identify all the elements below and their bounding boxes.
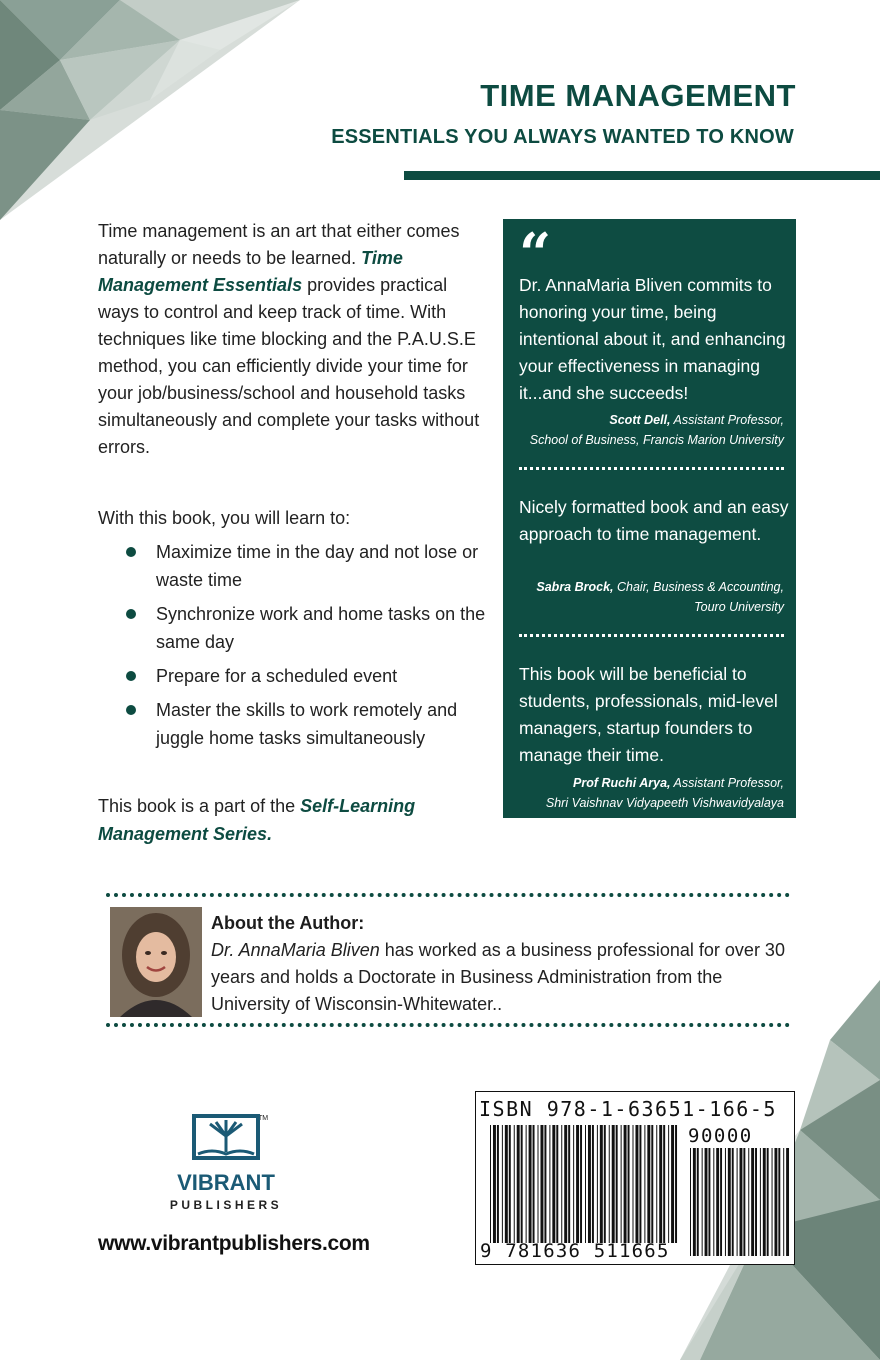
barcode-bar bbox=[708, 1148, 710, 1256]
barcode-bar bbox=[538, 1125, 539, 1243]
barcode-bar bbox=[668, 1125, 669, 1243]
isbn-number: ISBN 978-1-63651-166-5 bbox=[479, 1097, 777, 1121]
barcode-bar bbox=[490, 1125, 491, 1243]
bullet-icon bbox=[126, 609, 136, 619]
testimonial-1-attribution bbox=[514, 410, 784, 450]
bullet-icon bbox=[126, 671, 136, 681]
list-item bbox=[98, 696, 498, 752]
author-photo bbox=[110, 907, 202, 1017]
barcode-bar bbox=[651, 1125, 653, 1243]
bullet-icon bbox=[126, 705, 136, 715]
barcode-bar bbox=[604, 1125, 606, 1243]
learn-heading: With this book, you will learn to: bbox=[98, 508, 351, 528]
barcode-bar bbox=[556, 1125, 558, 1243]
testimonial-1-org: School of Business, Francis Marion University bbox=[529, 433, 784, 447]
testimonial-1-text: Dr. AnnaMaria Bliven commits to honoring your time, being intentional about it, and enhancing your effectiveness in managing it...and she succeeds! bbox=[519, 275, 786, 403]
series-note bbox=[98, 792, 478, 848]
barcode-bar bbox=[763, 1148, 766, 1256]
barcode-bar bbox=[740, 1148, 743, 1256]
series-prefix: This book is a part of the bbox=[98, 796, 301, 816]
barcode-bar bbox=[705, 1148, 708, 1256]
barcode-bar bbox=[597, 1125, 598, 1243]
barcode-bar bbox=[529, 1125, 532, 1243]
barcode-bar bbox=[633, 1125, 634, 1243]
barcode-bar bbox=[502, 1125, 503, 1243]
testimonial-divider bbox=[519, 634, 784, 637]
barcode-bar bbox=[774, 1148, 777, 1256]
book-subtitle: ESSENTIALS YOU ALWAYS WANTED TO KNOW bbox=[331, 126, 794, 148]
barcode-bar bbox=[588, 1125, 591, 1243]
barcode-ean-bars bbox=[490, 1125, 680, 1243]
barcode-bar bbox=[612, 1125, 615, 1243]
author-name: Dr. AnnaMaria Bliven bbox=[211, 940, 380, 960]
barcode-bar bbox=[644, 1125, 645, 1243]
barcode-bar bbox=[732, 1148, 734, 1256]
barcode-bar bbox=[656, 1125, 657, 1243]
barcode-bar bbox=[772, 1148, 773, 1256]
barcode-bar bbox=[568, 1125, 570, 1243]
barcode-bar bbox=[514, 1125, 515, 1243]
barcode-bar bbox=[659, 1125, 662, 1243]
testimonial-divider bbox=[519, 467, 784, 470]
barcode-bar bbox=[561, 1125, 562, 1243]
barcode-bar bbox=[576, 1125, 579, 1243]
book-title: TIME MANAGEMENT bbox=[480, 78, 796, 113]
barcode-bar bbox=[540, 1125, 543, 1243]
barcode-bar bbox=[573, 1125, 574, 1243]
author-bio: has worked as a business professional for over 30 years and holds a Doctorate in Business Administration from the University of Wisconsin-Whitewater.. bbox=[211, 940, 785, 1014]
publisher-website-link[interactable]: www.vibrantpublishers.com bbox=[98, 1232, 370, 1255]
barcode-bar bbox=[624, 1125, 627, 1243]
bullet-icon bbox=[126, 547, 136, 557]
barcode-bar bbox=[592, 1125, 594, 1243]
trademark-mark: TM bbox=[258, 1115, 269, 1122]
about-author-heading: About the Author: bbox=[211, 913, 365, 933]
barcode-bar bbox=[725, 1148, 726, 1256]
publisher-subname: PUBLISHERS bbox=[169, 1198, 283, 1212]
barcode-bar bbox=[497, 1125, 499, 1243]
barcode-bar bbox=[526, 1125, 527, 1243]
book-icon bbox=[194, 1116, 258, 1158]
barcode-bar bbox=[702, 1148, 703, 1256]
barcode-bar bbox=[697, 1148, 699, 1256]
barcode-bar bbox=[647, 1125, 650, 1243]
list-item bbox=[98, 538, 498, 594]
list-item bbox=[98, 600, 498, 656]
barcode-bar bbox=[493, 1125, 496, 1243]
barcode-bar bbox=[767, 1148, 769, 1256]
barcode-bar bbox=[778, 1148, 780, 1256]
testimonial-3-attribution bbox=[514, 773, 784, 813]
price-addon-code: 90000 bbox=[688, 1125, 753, 1147]
publisher-logo bbox=[160, 1110, 300, 1220]
testimonial-3-text: This book will be beneficial to students, professionals, mid-level managers, startup founders to manage their time. bbox=[519, 664, 778, 765]
barcode-bar bbox=[786, 1148, 789, 1256]
barcode-bar bbox=[675, 1125, 677, 1243]
learn-list bbox=[98, 538, 498, 758]
list-item-text: Maximize time in the day and not lose or waste time bbox=[156, 542, 479, 590]
barcode-bar bbox=[628, 1125, 630, 1243]
barcode-bar bbox=[580, 1125, 582, 1243]
list-item-text: Synchronize work and home tasks on the same day bbox=[156, 604, 486, 652]
intro-paragraph bbox=[98, 218, 488, 461]
barcode-bar bbox=[748, 1148, 749, 1256]
barcode-bar bbox=[671, 1125, 674, 1243]
barcode-bar bbox=[713, 1148, 714, 1256]
barcode-bar bbox=[716, 1148, 719, 1256]
author-top-divider bbox=[106, 893, 790, 897]
ean-number: 9 781636 511665 bbox=[480, 1240, 670, 1262]
testimonial-2-org: Touro University bbox=[694, 600, 784, 614]
barcode-bar bbox=[751, 1148, 754, 1256]
decorative-polygon-corner-top-left bbox=[0, 0, 300, 220]
barcode-bar bbox=[517, 1125, 520, 1243]
testimonial-3-org: Shri Vaishnav Vidyapeeth Vishwavidyalaya bbox=[545, 796, 784, 810]
testimonial-3-name: Prof Ruchi Arya, bbox=[573, 776, 671, 790]
barcode-bar bbox=[600, 1125, 603, 1243]
barcode-bar bbox=[505, 1125, 508, 1243]
testimonial-2-text: Nicely formatted book and an easy approach to time management. bbox=[519, 497, 789, 544]
list-item-text: Master the skills to work remotely and juggle home tasks simultaneously bbox=[156, 700, 458, 748]
intro-book-title: Time Management Essentials bbox=[98, 248, 403, 295]
testimonial-3-role: Assistant Professor, bbox=[673, 776, 784, 790]
testimonial-2-role: Chair, Business & Accounting, bbox=[617, 580, 784, 594]
barcode-bar bbox=[693, 1148, 696, 1256]
list-item-text: Prepare for a scheduled event bbox=[156, 666, 398, 686]
barcode-bar bbox=[585, 1125, 586, 1243]
barcode-bar bbox=[720, 1148, 722, 1256]
barcode-bar bbox=[783, 1148, 784, 1256]
author-portrait-icon bbox=[110, 907, 202, 1017]
barcode-bar bbox=[533, 1125, 535, 1243]
barcode-bar bbox=[521, 1125, 523, 1243]
barcode-bar bbox=[552, 1125, 555, 1243]
barcode-bar bbox=[621, 1125, 622, 1243]
barcode-bar bbox=[635, 1125, 638, 1243]
barcode-bar bbox=[609, 1125, 610, 1243]
barcode-bar bbox=[616, 1125, 618, 1243]
barcode-bar bbox=[743, 1148, 745, 1256]
list-item bbox=[98, 662, 498, 690]
barcode-bar bbox=[639, 1125, 641, 1243]
barcode-bar bbox=[564, 1125, 567, 1243]
barcode-bar bbox=[663, 1125, 665, 1243]
barcode-bar bbox=[728, 1148, 731, 1256]
series-name: Self-Learning Management Series. bbox=[98, 796, 416, 844]
quote-icon: “ bbox=[519, 221, 552, 287]
testimonial-2-name: Sabra Brock, bbox=[536, 580, 614, 594]
testimonial-1-role: Assistant Professor, bbox=[673, 413, 784, 427]
barcode-addon-bars bbox=[690, 1148, 790, 1256]
testimonial-1-name: Scott Dell, bbox=[609, 413, 671, 427]
author-bottom-divider bbox=[106, 1023, 790, 1027]
barcode-bar bbox=[549, 1125, 550, 1243]
barcode-bar bbox=[760, 1148, 761, 1256]
intro-text-2: provides practical ways to control and keep track of time. With techniques like time blocking and the P.A.U.S.E method, you can efficiently divide your time for your job/business/school and household tasks simultaneously and complete your tasks without errors. bbox=[98, 275, 480, 457]
barcode-bar bbox=[509, 1125, 511, 1243]
about-author-text bbox=[211, 937, 801, 1018]
barcode-bar bbox=[690, 1148, 691, 1256]
barcode-bar bbox=[544, 1125, 546, 1243]
intro-text-1: Time management is an art that either comes naturally or needs to be learned. bbox=[98, 221, 460, 268]
header-rule bbox=[404, 171, 880, 180]
publisher-name: VIBRANT bbox=[177, 1170, 275, 1195]
barcode-bar bbox=[755, 1148, 757, 1256]
testimonial-2-attribution bbox=[514, 577, 784, 617]
barcode-bar bbox=[737, 1148, 738, 1256]
